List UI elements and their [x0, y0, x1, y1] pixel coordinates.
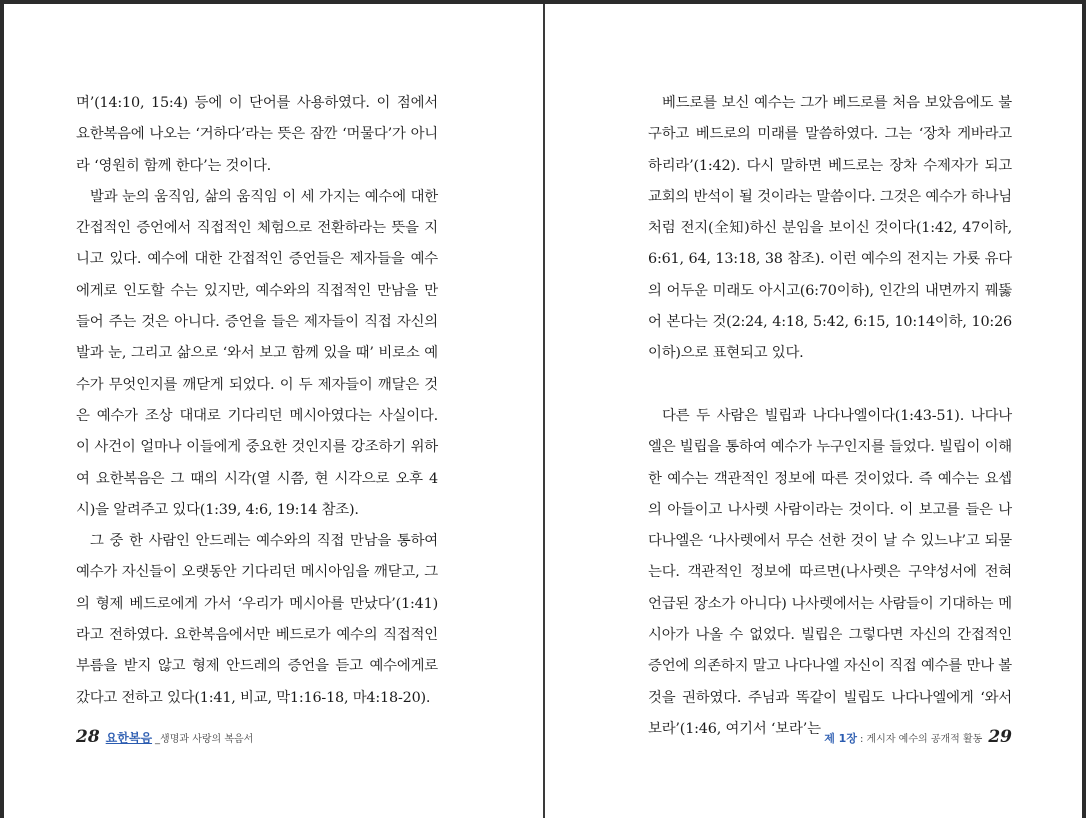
left-page-footer [76, 727, 253, 751]
paragraph-spacer [648, 370, 1012, 401]
window-right-edge [1082, 0, 1086, 818]
left-page [4, 0, 543, 818]
right-page [545, 0, 1082, 818]
right-page-body [648, 88, 1012, 745]
paragraph: 그 중 한 사람인 안드레는 예수와의 직접 만남을 통하여 예수가 자신들이 오랫동안 기다리던 메시아임을 깨닫고, 그의 형제 베드로에게 가서 ‘우리가 메시아를 만났다’(1:41)라고 전하였다. 요한복음에서만 베드로가 예수의 직접적인 부름을 받지 않고 형제 안드레의 증언을 듣고 예수에게로 갔다고 전하고 있다(1:41, 비교, 막1:16-18, 마4:18-20). [76, 533, 438, 706]
running-book-subtitle: _생명과 사랑의 복음서 [155, 734, 254, 745]
page-number: 29 [988, 727, 1012, 747]
left-page-body [76, 88, 438, 714]
running-chapter-title: : 게시자 예수의 공개적 활동 [859, 734, 983, 745]
right-page-footer [824, 727, 1012, 751]
running-book-title: 요한복음 [105, 731, 153, 745]
page-number: 28 [76, 727, 100, 747]
paragraph: 다른 두 사람은 빌립과 나다나엘이다(1:43-51). 나다나엘은 빌립을 통하여 예수가 누구인지를 들었다. 빌립이 이해한 예수는 객관적인 정보에 따른 것이었다. 즉 예수는 요셉의 아들이고 나사렛 사람이라는 것이다. 이 보고를 들은 나다나엘은 ‘나사렛에서 무슨 선한 것이 날 수 있느냐’고 되묻는다. 객관적인 정보에 따르면(나사렛은 구약성서에 전혀 언급된 장소가 아니다) 나사렛에서는 사람들이 기대하는 메시아가 나올 수 없었다. 빌립은 그렇다면 자신의 간접적인 증언에 의존하지 말고 나다나엘 자신이 직접 예수를 만나 볼 것을 권하였다. 주님과 똑같이 빌립도 나다나엘에게 ‘와서 보라’(1:46, 여기서 ‘보라’는 [648, 407, 1012, 737]
paragraph: 베드로를 보신 예수는 그가 베드로를 처음 보았음에도 불구하고 베드로의 미래를 말씀하였다. 그는 ‘장차 게바라고 하리라’(1:42). 다시 말하면 베드로는 장차 수제자가 되고 교회의 반석이 될 것이라는 말씀이다. 그것은 예수가 하나님처럼 전지(全知)하신 분임을 보이신 것이다(1:42, 47이하, 6:61, 64, 13:18, 38 참조). 이런 예수의 전지는 가룟 유다의 어두운 미래도 아시고(6:70이하), 인간의 내면까지 꿰뚫어 본다는 것(2:24, 4:18, 5:42, 6:15, 10:14이하, 10:26이하)으로 표현되고 있다. [648, 95, 1012, 362]
paragraph: 며’(14:10, 15:4) 등에 이 단어를 사용하였다. 이 점에서 요한복음에 나오는 ‘거하다’라는 뜻은 잠깐 ‘머물다’가 아니라 ‘영원히 함께 한다’는 것이다. [76, 95, 438, 174]
running-chapter-label: 제 1장 [824, 732, 857, 745]
paragraph: 발과 눈의 움직임, 삶의 움직임 이 세 가지는 예수에 대한 간접적인 증언에서 직접적인 체험으로 전환하라는 뜻을 지니고 있다. 예수에 대한 간접적인 증언들은 제자들을 예수에게로 인도할 수는 있지만, 예수와의 직접적인 만남을 만들어 주는 것은 아니다. 증언을 들은 제자들이 직접 자신의 발과 눈, 그리고 삶으로 ‘와서 보고 함께 있을 때’ 비로소 예수가 무엇인지를 깨닫게 되었다. 이 두 제자들이 깨달은 것은 예수가 조상 대대로 기다리던 메시아였다는 사실이다. 이 사건이 얼마나 이들에게 중요한 것인지를 강조하기 위하여 요한복음은 그 때의 시각(열 시쯤, 현 시각으로 오후 4시)을 알려주고 있다(1:39, 4:6, 19:14 참조). [76, 188, 438, 518]
